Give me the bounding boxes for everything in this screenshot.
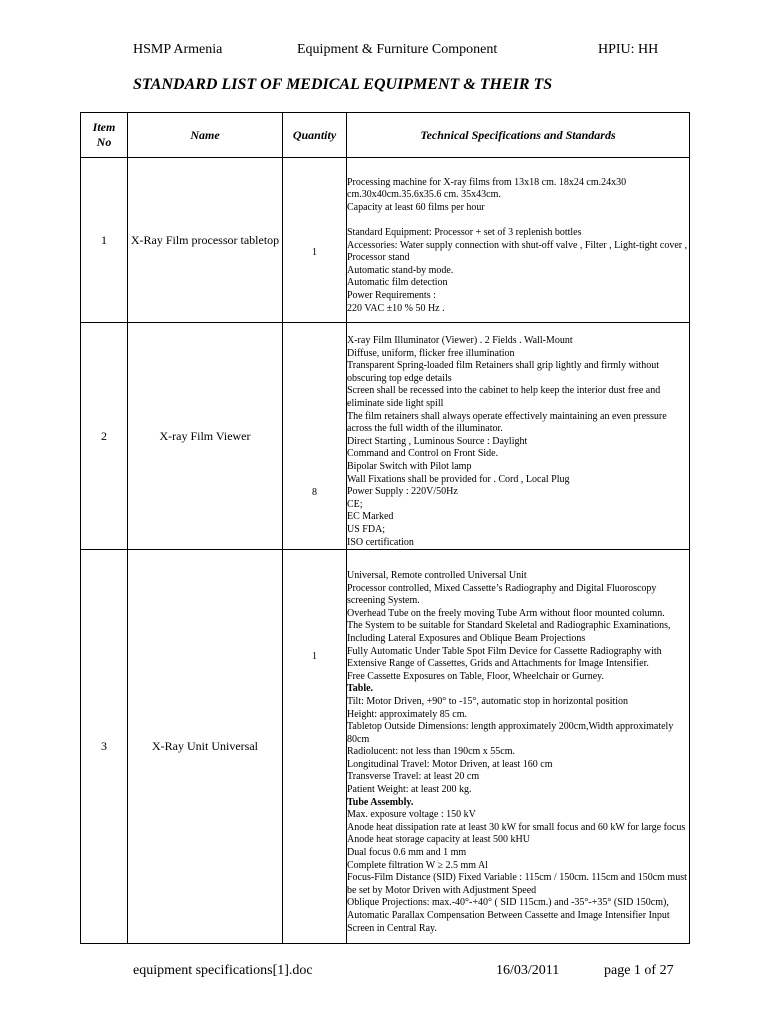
column-header-item-no: Item No: [81, 113, 128, 158]
spec-line: Fully Automatic Under Table Spot Film Device for Cassette Radiography with Extensive Range of Cassettes, Grids and Attachments for Image Intensifier.: [347, 645, 662, 670]
header-organization: HSMP Armenia: [133, 42, 223, 57]
item-quantity: 8: [283, 323, 347, 550]
column-header-name: Name: [128, 113, 283, 158]
equipment-spec-table: [80, 112, 690, 944]
item-quantity: 1: [283, 158, 347, 323]
spec-line: Standard Equipment: Processor + set of 3 replenish bottles: [347, 227, 582, 239]
spec-line: Accessories: Water supply connection with shut-off valve , Filter , Light-tight cover , Processor stand: [347, 239, 688, 264]
spec-line: Transverse Travel: at least 20 cm: [347, 771, 480, 783]
spec-line: Anode heat dissipation rate at least 30 kW for small focus and 60 kW for large focus: [347, 821, 686, 833]
footer-date: 16/03/2011: [496, 963, 560, 978]
spec-spacer: [347, 215, 689, 228]
spec-line: Bipolar Switch with Pilot lamp: [347, 460, 472, 472]
page-header: [133, 42, 673, 60]
spec-line: Height: approximately 85 cm.: [347, 708, 467, 720]
spec-line: Processor controlled, Mixed Cassette’s Radiography and Digital Fluoroscopy screening System.: [347, 582, 657, 607]
spec-line: Power Requirements :: [347, 290, 436, 302]
page-footer: [133, 963, 693, 981]
item-name: X-Ray Film processor tabletop: [128, 158, 283, 323]
spec-line: Tilt: Motor Driven, +90° to -15°, automatic stop in horizontal position: [347, 695, 629, 707]
item-number: 3: [81, 550, 128, 944]
spec-line: Capacity at least 60 films per hour: [347, 201, 485, 213]
column-header-specs: Technical Specifications and Standards: [347, 113, 690, 158]
spec-line: EC Marked: [347, 511, 394, 523]
table-row: [81, 323, 690, 550]
item-name: X-ray Film Viewer: [128, 323, 283, 550]
spec-line: Transparent Spring-loaded film Retainers shall grip lightly and firmly without obscuring top edge details: [347, 360, 660, 384]
spec-line: Command and Control on Front Side.: [347, 448, 499, 460]
item-specifications: [347, 323, 690, 550]
header-component: Equipment & Furniture Component: [297, 42, 498, 57]
header-unit: HPIU: HH: [598, 42, 659, 57]
spec-line: Patient Weight: at least 200 kg.: [347, 784, 472, 796]
spec-line: Wall Fixations shall be provided for . Cord , Local Plug: [347, 473, 570, 485]
spec-line: US FDA;: [347, 523, 386, 535]
spec-line: Direct Starting , Luminous Source : Daylight: [347, 435, 528, 447]
spec-line: Screen shall be recessed into the cabinet to help keep the interior dust free and eliminate side light spill: [347, 385, 661, 409]
item-quantity: 1: [283, 550, 347, 944]
spec-line: CE;: [347, 498, 363, 510]
item-specifications: [347, 158, 690, 323]
spec-line: Focus-Film Distance (SID) Fixed Variable : 115cm / 150cm. 115cm and 150cm must be set by Motor Driven with Adjustment Speed: [347, 872, 687, 896]
spec-line: The film retainers shall always operate effectively maintaining an even pressure across the full width of the illuminator.: [347, 410, 667, 435]
spec-line: 220 VAC ±10 % 50 Hz .: [347, 302, 445, 314]
spec-line: Tube Assembly.: [347, 796, 414, 808]
spec-line: Automatic film detection: [347, 277, 448, 289]
spec-line: Oblique Projections: max.-40°-+40° ( SID 115cm.) and -35°-+35° (SID 150cm), Automatic Parallax Compensation Between Cassette and Image Intensifier Input Screen in Central Ray.: [347, 897, 670, 934]
spec-line: ISO certification: [347, 536, 414, 548]
spec-line: Anode heat storage capacity at least 500 kHU: [347, 834, 530, 846]
item-number: 2: [81, 323, 128, 550]
spec-line: X-ray Film Illuminator (Viewer) . 2 Fields . Wall-Mount: [347, 335, 573, 346]
item-specifications: [347, 550, 690, 944]
footer-filename: equipment specifications[1].doc: [133, 963, 313, 978]
spec-line: Overhead Tube on the freely moving Tube Arm without floor mounted column.: [347, 607, 665, 619]
spec-line: Max. exposure voltage : 150 kV: [347, 809, 476, 821]
spec-line: Tabletop Outside Dimensions: length approximately 200cm,Width approximately 80cm: [347, 721, 674, 745]
footer-page-number: page 1 of 27: [604, 963, 674, 978]
spec-line: Dual focus 0.6 mm and 1 mm: [347, 847, 467, 859]
document-title: STANDARD LIST OF MEDICAL EQUIPMENT & THEIR TS: [133, 76, 553, 93]
item-number: 1: [81, 158, 128, 323]
spec-line: Processing machine for X-ray films from 13x18 cm. 18x24 cm.24x30 cm.30x40cm.35.6x35.6 cm. 35x43cm.: [347, 176, 627, 201]
spec-line: Complete filtration W ≥ 2.5 mm Al: [347, 859, 488, 871]
column-header-quantity: Quantity: [283, 113, 347, 158]
item-name: X-Ray Unit Universal: [128, 550, 283, 944]
spec-line: Table.: [347, 683, 374, 695]
spec-line: Automatic stand-by mode.: [347, 264, 454, 276]
table-header-row: [81, 113, 690, 158]
table-row: [81, 158, 690, 323]
spec-line: Power Supply : 220V/50Hz: [347, 486, 458, 498]
table-row: [81, 550, 690, 944]
spec-line: Longitudinal Travel: Motor Driven, at least 160 cm: [347, 758, 553, 770]
spec-line: Radiolucent: not less than 190cm x 55cm.: [347, 746, 516, 758]
spec-line: Universal, Remote controlled Universal Unit: [347, 569, 527, 581]
spec-line: Free Cassette Exposures on Table, Floor, Wheelchair or Gurney.: [347, 670, 604, 682]
spec-line: The System to be suitable for Standard Skeletal and Radiographic Examinations, Including Lateral Exposures and Oblique Beam Projections: [347, 620, 671, 644]
spec-line: Diffuse, uniform, flicker free illumination: [347, 347, 515, 359]
